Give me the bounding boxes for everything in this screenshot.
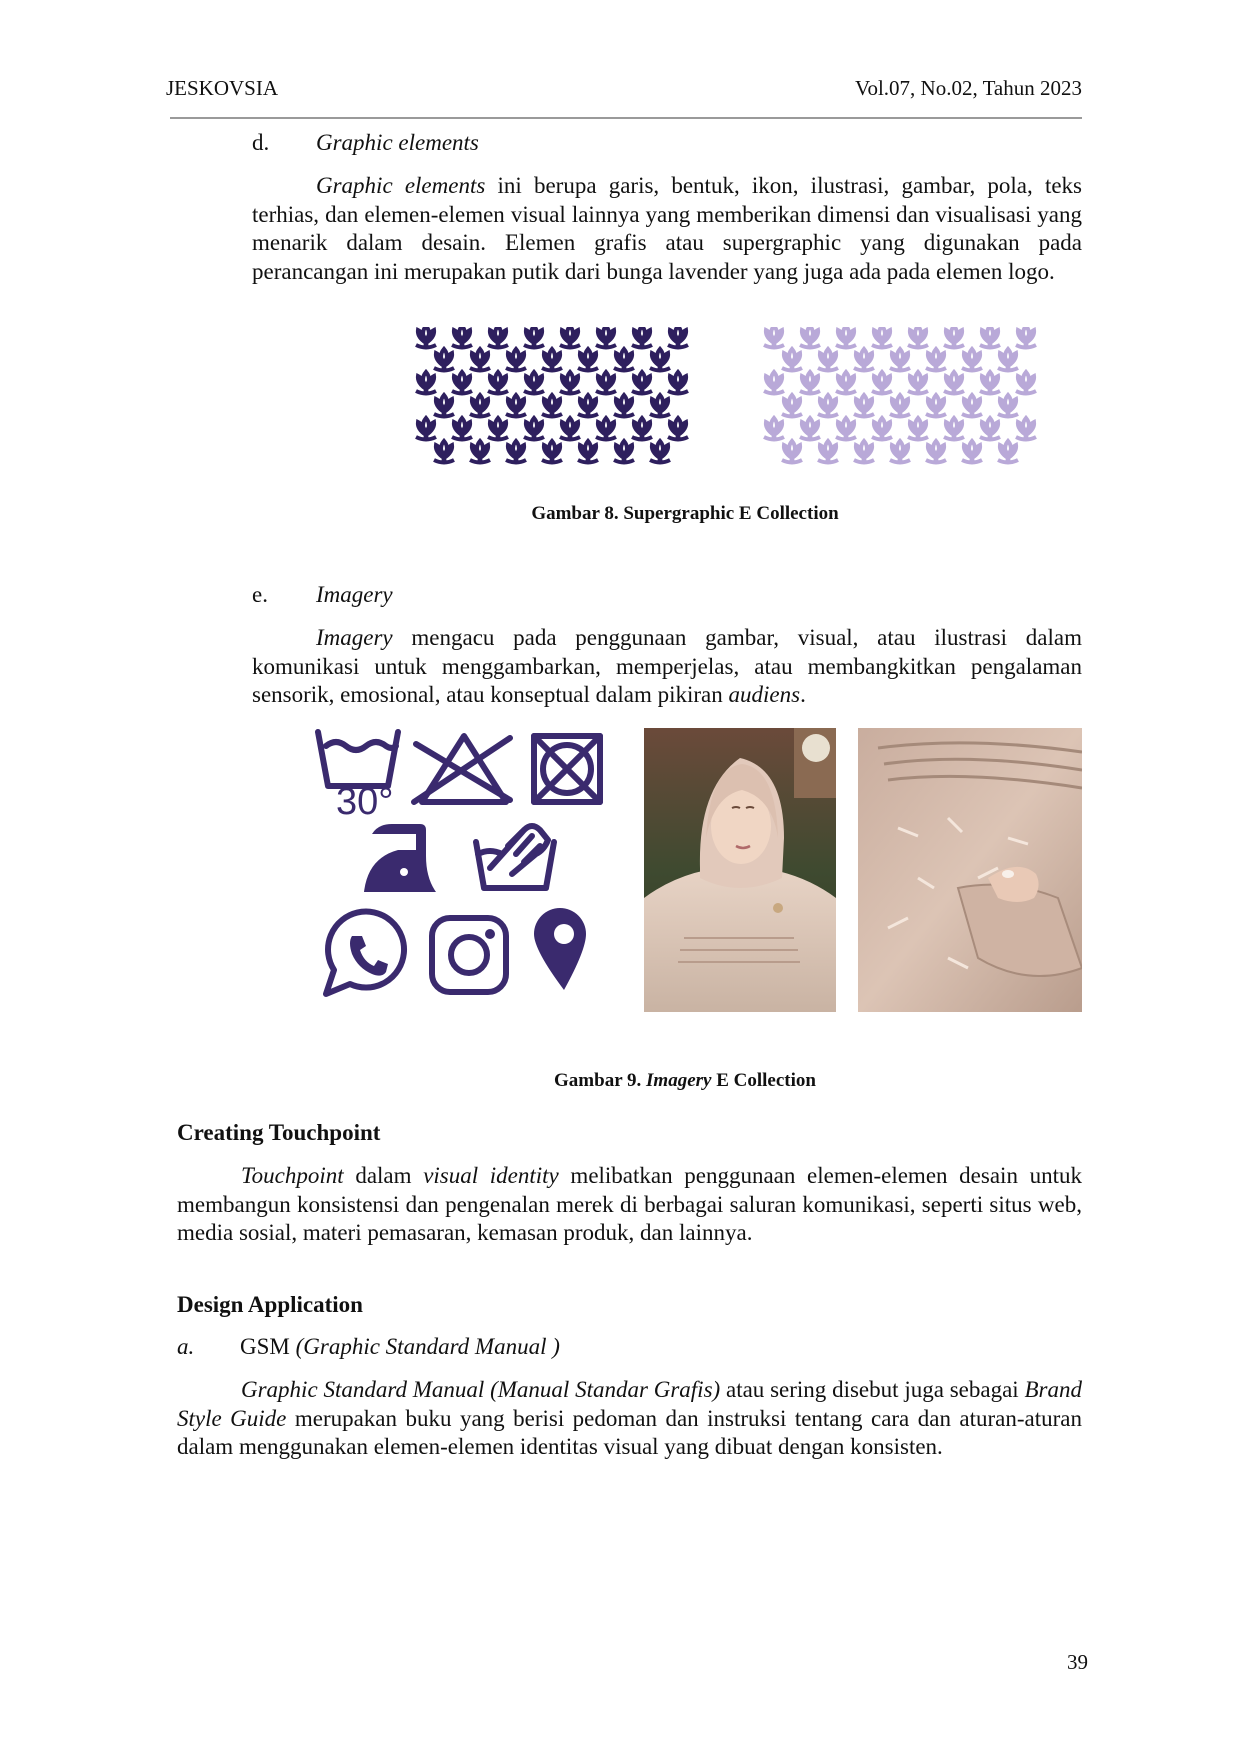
- journal-name: JESKOVSIA: [166, 76, 279, 100]
- design-application-heading: Design Application: [177, 1292, 363, 1317]
- wash-30-icon: [318, 732, 398, 786]
- section-d-marker: d.: [252, 130, 270, 155]
- iron-icon: [364, 824, 436, 892]
- gsm-paragraph: Graphic Standard Manual (Manual Standar Grafis) atau sering disebut juga sebagai Brand Style Guide merupakan buku yang berisi pedoman dan instruksi tentang cara dan aturan-aturan dalam menggunakan elemen-elemen identitas visual yang dibuat dengan konsisten.: [177, 1377, 1082, 1459]
- hand-wash-icon: [476, 826, 554, 888]
- figure-8-caption: Gambar 8. Supergraphic E Collection: [531, 503, 839, 524]
- header-rule: [170, 117, 1082, 119]
- journal-volume: Vol.07, No.02, Tahun 2023: [854, 76, 1082, 100]
- figure-9-caption: Gambar 9. Imagery E Collection: [554, 1070, 816, 1091]
- supergraphic-dark-pattern: [408, 327, 700, 469]
- instagram-icon: [432, 918, 506, 992]
- model-photo-hijab: [644, 728, 836, 1012]
- touchpoint-paragraph: Touchpoint dalam visual identity melibatkan penggunaan elemen-elemen desain untuk membangun konsistensi dan pengenalan merek di berbagai saluran komunikasi, seperti situs web, media sosial, materi pemasaran, kemasan produk, dan lainnya.: [177, 1163, 1082, 1245]
- section-d-title: Graphic elements: [316, 130, 479, 155]
- wash-temperature-label: 30°: [336, 781, 394, 823]
- no-tumble-dry-icon: [534, 736, 600, 802]
- no-bleach-icon: [414, 736, 510, 802]
- supergraphic-light-pattern: [756, 327, 1048, 469]
- touchpoint-heading: Creating Touchpoint: [177, 1120, 381, 1145]
- section-e-marker: e.: [252, 582, 268, 607]
- gsm-item-title: GSM (Graphic Standard Manual ): [240, 1334, 560, 1359]
- care-icons-panel: [312, 728, 612, 1000]
- section-e-paragraph: Imagery mengacu pada penggunaan gambar, visual, atau ilustrasi dalam komunikasi untuk menggambarkan, memperjelas, atau membangkitkan pengalaman sensorik, emosional, atau konseptual dalam pikiran audiens.: [252, 625, 1082, 707]
- design-application-item-marker: a.: [177, 1334, 195, 1359]
- fabric-detail-photo: [858, 728, 1082, 1012]
- section-e-title: Imagery: [316, 582, 393, 607]
- page-number: 39: [1067, 1650, 1088, 1674]
- location-pin-icon: [534, 908, 586, 990]
- section-d-paragraph: Graphic elements ini berupa garis, bentuk, ikon, ilustrasi, gambar, pola, teks terhias, dan elemen-elemen visual lainnya yang memberikan dimensi dan visualisasi yang menarik dalam desain. Elemen grafis atau supergraphic yang digunakan pada perancangan ini merupakan putik dari bunga lavender yang juga ada pada elemen logo.: [252, 173, 1082, 284]
- whatsapp-icon: [326, 912, 404, 994]
